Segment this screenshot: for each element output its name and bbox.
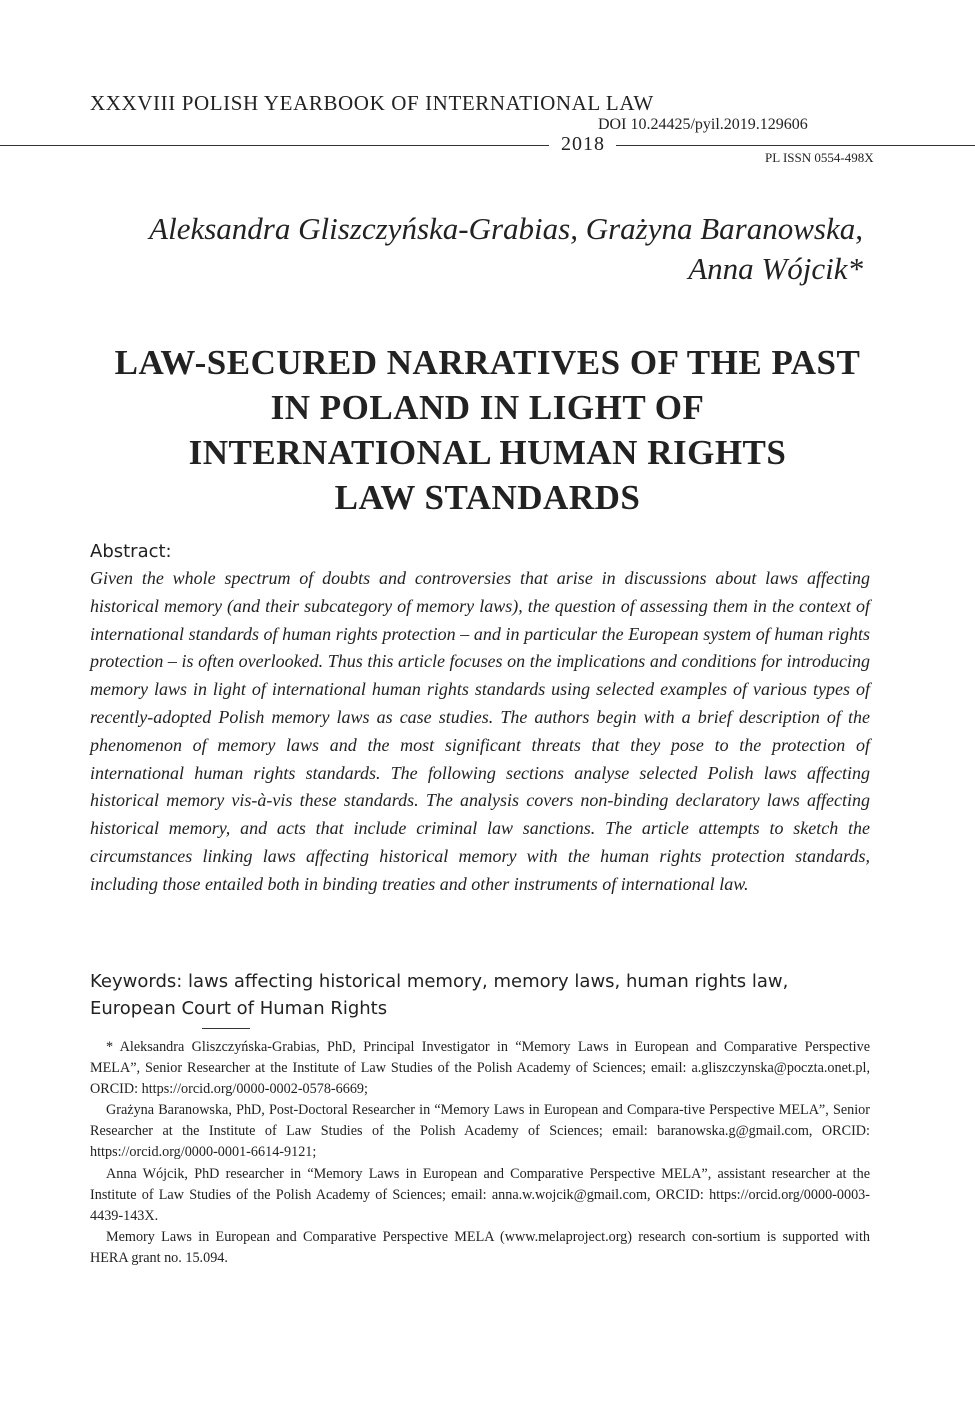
footnotes bbox=[90, 1037, 870, 1269]
footnote-author-3: Anna Wójcik, PhD researcher in “Memory Laws in European and Comparative Perspective MELA”, assistant researcher at the Institute of Law Studies of the Polish Academy of Sciences; email: anna.w.wojcik@gmail.com, ORCID: https://orcid.org/0000-0003-4439-143X. bbox=[90, 1165, 870, 1224]
keywords bbox=[90, 968, 870, 1022]
author-list bbox=[100, 209, 863, 289]
header-rule-right bbox=[616, 145, 975, 146]
doi: DOI 10.24425/pyil.2019.129606 bbox=[598, 116, 808, 133]
abstract-heading: Abstract: bbox=[90, 541, 172, 562]
title-line-1: LAW-SECURED NARRATIVES OF THE PAST bbox=[114, 343, 861, 382]
title-line-4: LAW STANDARDS bbox=[334, 478, 641, 517]
keywords-text: laws affecting historical memory, memory laws, human rights law, European Court of Human Rights bbox=[90, 971, 789, 1019]
article-title bbox=[60, 340, 915, 520]
authors-line-1: Aleksandra Gliszczyńska-Grabias, Grażyna Baranowska, bbox=[149, 211, 863, 246]
journal-title: XXXVIII POLISH YEARBOOK OF INTERNATIONAL LAW bbox=[90, 91, 654, 115]
header-rule-left bbox=[0, 145, 549, 146]
issn: PL ISSN 0554-498X bbox=[765, 150, 874, 165]
footnote-separator bbox=[202, 1028, 250, 1029]
abstract-text: Given the whole spectrum of doubts and controversies that arise in discussions about laws affecting historical memory (and their subcategory of memory laws), the question of assessing them in the context of international standards of human rights protection – and in particular the European system of human rights protection – is often overlooked. Thus this article focuses on the implications and conditions for introducing memory laws in light of international human rights standards using selected examples of various types of recently-adopted Polish memory laws as case studies. The authors begin with a brief description of the phenomenon of memory laws and the most significant threats that they pose to the protection of international human rights standards. The following sections analyse selected Polish laws affecting historical memory vis-à-vis these standards. The analysis covers non-binding declaratory laws affecting historical memory, and acts that include criminal law sanctions. The article attempts to sketch the circumstances linking laws affecting historical memory with the human rights protection standards, including those entailed both in binding treaties and other instruments of international law. bbox=[90, 568, 870, 894]
journal-year: 2018 bbox=[561, 133, 605, 155]
footnote-funding: Memory Laws in European and Comparative Perspective MELA (www.melaproject.org) research con-sortium is supported with HERA grant no. 15.094. bbox=[90, 1228, 870, 1266]
keywords-label: Keywords: bbox=[90, 971, 183, 992]
authors-line-2: Anna Wójcik* bbox=[688, 251, 863, 286]
footnote-author-2: Grażyna Baranowska, PhD, Post-Doctoral Researcher in “Memory Laws in European and Compara-tive Perspective MELA”, Senior Researcher at the Institute of Law Studies of the Polish Academy of Sciences; email: baranowska.g@gmail.com, ORCID: https://orcid.org/0000-0001-6614-9121; bbox=[90, 1102, 870, 1161]
title-line-2: IN POLAND IN LIGHT OF bbox=[270, 388, 705, 427]
footnote-author-1: * Aleksandra Gliszczyńska-Grabias, PhD, Principal Investigator in “Memory Laws in European and Comparative Perspective MELA”, Senior Researcher at the Institute of Law Studies of the Polish Academy of Sciences; email: a.gliszczynska@poczta.onet.pl, ORCID: https://orcid.org/0000-0002-0578-6669; bbox=[90, 1039, 870, 1098]
title-line-3: INTERNATIONAL HUMAN RIGHTS bbox=[188, 433, 787, 472]
